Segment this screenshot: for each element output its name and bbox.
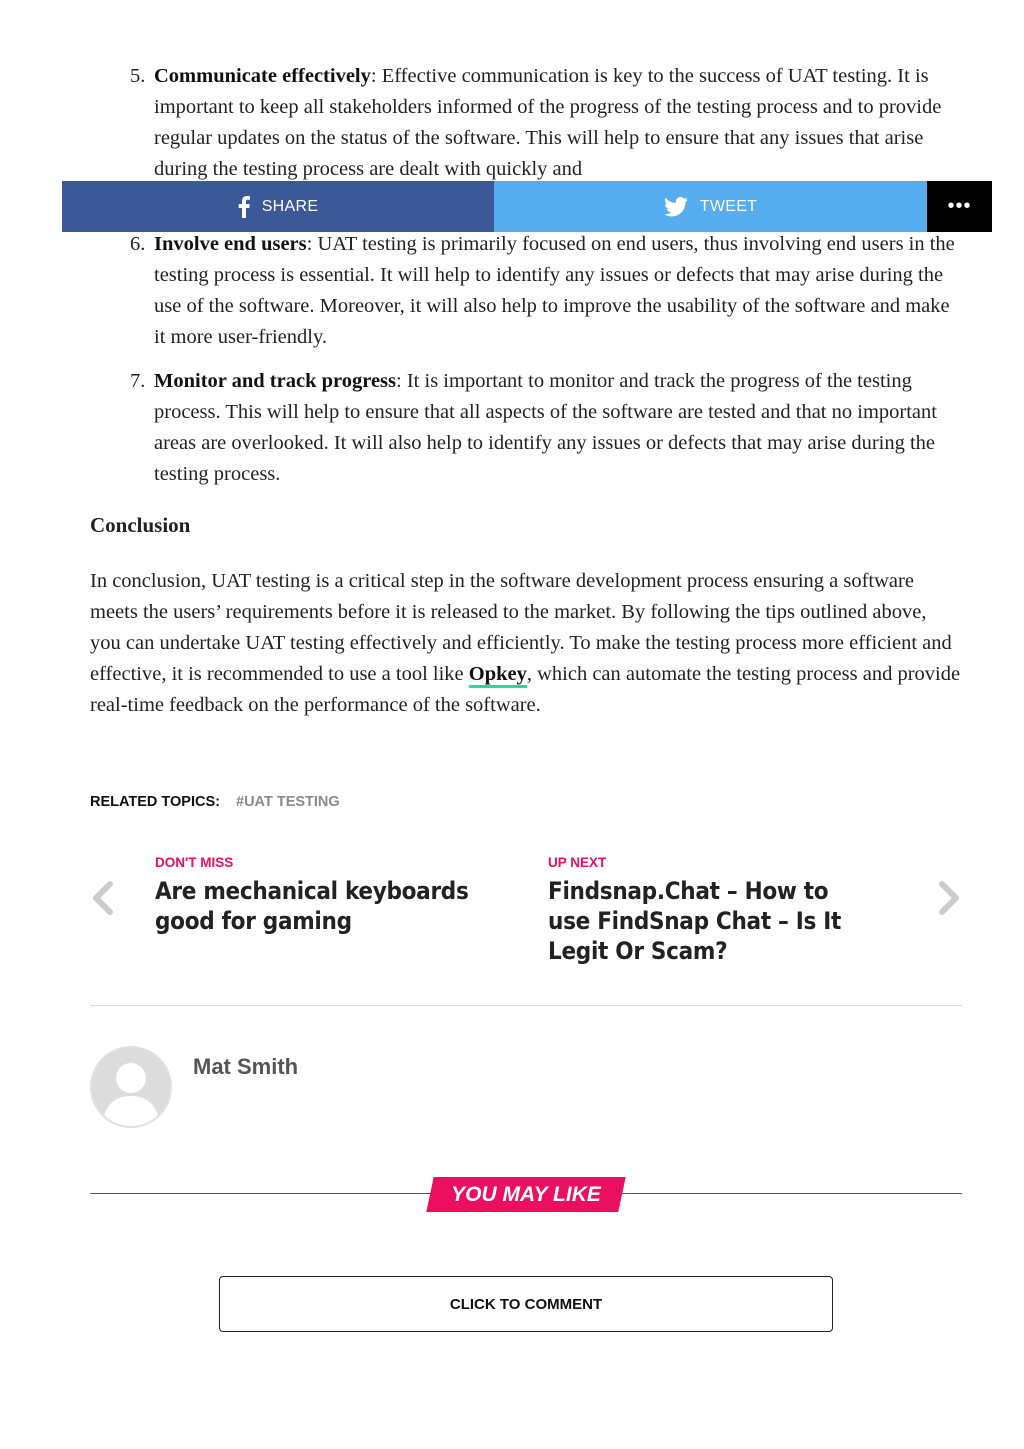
conclusion-text-end: , which can automate the testing process and provide real-time feedback on the performance of the software.	[90, 663, 961, 716]
tip-title: Monitor and track progress	[154, 370, 397, 392]
previous-post-headline[interactable]: Are mechanical keyboards good for gaming	[155, 877, 469, 935]
more-share-button[interactable]	[927, 181, 992, 232]
you-may-like-heading: YOU MAY LIKE	[451, 1182, 601, 1206]
topic-tag-link[interactable]: #UAT TESTING	[236, 794, 340, 810]
next-post[interactable]	[548, 855, 848, 966]
facebook-icon	[238, 196, 250, 218]
related-topics-label: RELATED TOPICS:	[90, 794, 220, 810]
conclusion-text-start: In conclusion, UAT testing is a critical step in the software development process ensuring a software meets the users’ requirements before it is released to the market. By following the tips outlined above, you can undertake UAT testing effectively and efficiently. To make the testing process more efficient and effective, it is recommended to use a tool like	[90, 570, 952, 685]
author-name[interactable]: Mat Smith	[193, 1054, 299, 1079]
tip-text: : UAT testing is primarily focused on end users, thus involving end users in the testing process is essential. It will help to identify any issues or defects that may arise during the use of the software. Moreover, it will also help to improve the usability of the software and make it more user-friendly.	[154, 233, 955, 348]
next-post-kicker: UP NEXT	[548, 855, 607, 870]
chevron-right-icon	[936, 880, 962, 916]
list-number: 6.	[130, 233, 146, 255]
click-to-comment-button[interactable]: CLICK TO COMMENT	[219, 1276, 833, 1332]
tip-title: Communicate effectively	[154, 65, 371, 87]
chevron-left-icon	[90, 880, 116, 916]
next-post-arrow[interactable]	[936, 880, 962, 921]
previous-post-kicker: DON'T MISS	[155, 855, 234, 870]
list-item	[130, 229, 962, 353]
previous-post[interactable]	[155, 855, 515, 936]
share-bar	[62, 181, 992, 232]
facebook-share-label: SHARE	[261, 197, 319, 215]
twitter-icon	[664, 197, 688, 217]
list-number: 5.	[130, 65, 146, 87]
next-post-headline[interactable]: Findsnap.Chat – How to use FindSnap Chat – Is It Legit Or Scam?	[548, 877, 842, 965]
facebook-share-button[interactable]	[62, 181, 494, 232]
tip-title: Involve end users	[154, 233, 307, 255]
conclusion-paragraph	[90, 566, 962, 721]
twitter-share-button[interactable]	[494, 181, 927, 232]
related-topics	[90, 794, 340, 810]
list-item	[130, 366, 962, 490]
conclusion-heading: Conclusion	[90, 513, 191, 537]
tip-text: : Effective communication is key to the success of UAT testing. It is important to keep all stakeholders informed of the progress of the testing process and to provide regular updates on the status of the software. This will help to ensure that any issues that arise during the testing process are dealt with quickly and	[154, 65, 942, 180]
author-avatar[interactable]	[90, 1046, 172, 1128]
prev-post-arrow[interactable]	[90, 880, 116, 921]
tip-text: : It is important to monitor and track the progress of the testing process. This will help to ensure that all aspects of the software are tested and that no important areas are overlooked. It will also help to identify any issues or defects that may arise during the testing process.	[154, 370, 937, 485]
divider	[90, 1005, 962, 1006]
list-number: 7.	[130, 370, 146, 392]
opkey-link[interactable]: Opkey	[469, 663, 527, 688]
list-item	[130, 61, 962, 185]
more-dots-icon: •••	[947, 195, 972, 217]
twitter-share-label: TWEET	[699, 197, 758, 215]
user-silhouette-icon	[92, 1048, 170, 1126]
